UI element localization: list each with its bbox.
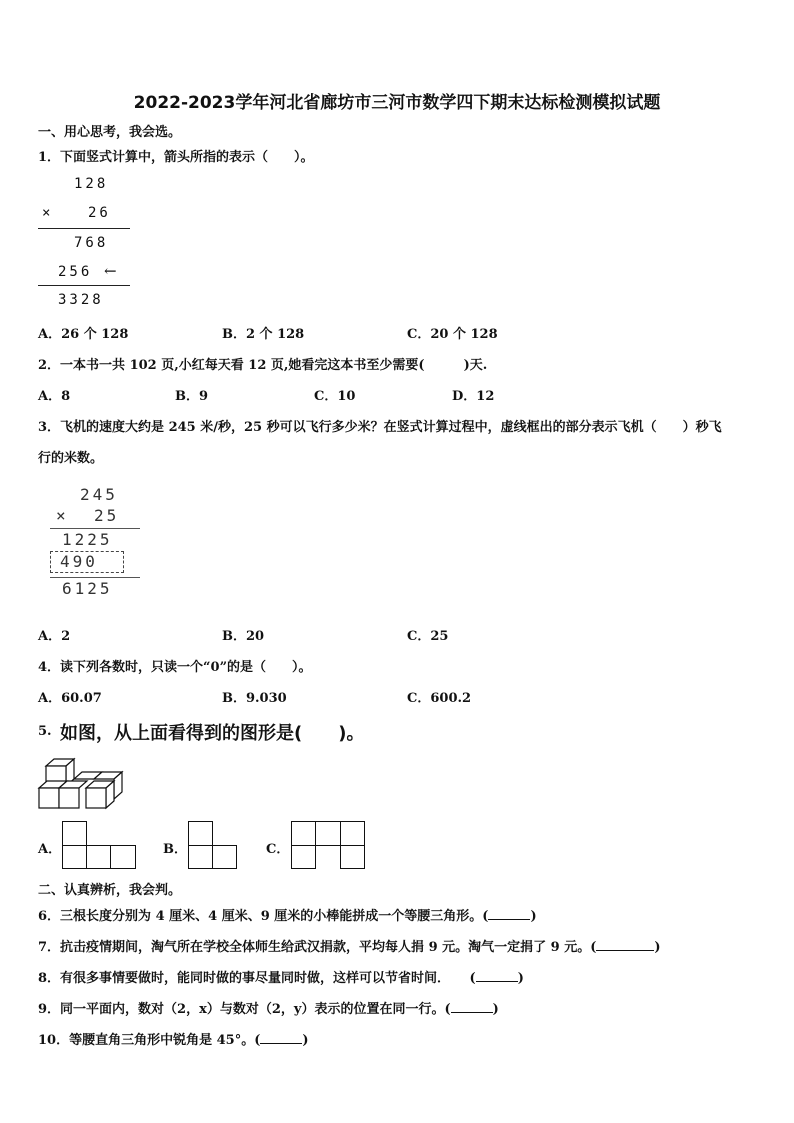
answer-blank[interactable] xyxy=(260,1031,302,1044)
question-6-text: 6．三根长度分别为 4 厘米、4 厘米、9 厘米的小棒能拼成一个等腰三角形。( xyxy=(38,909,489,924)
calc3-row1: 245 xyxy=(80,485,118,504)
calc3-row5: 6125 xyxy=(62,579,113,598)
question-9-close-paren: ) xyxy=(492,1002,499,1017)
grid-square xyxy=(188,845,213,869)
q1-option-c[interactable]: C．20 个 128 xyxy=(407,327,498,342)
question-6 xyxy=(38,905,537,924)
q2-option-a[interactable]: A．8 xyxy=(38,389,71,404)
grid-square xyxy=(340,845,365,869)
grid-square xyxy=(291,845,316,869)
question-7 xyxy=(38,936,661,955)
question-3-text-line2: 行的米数。 xyxy=(38,451,104,466)
calc3-row2: 25 xyxy=(94,506,120,525)
grid-square xyxy=(291,821,316,846)
cube-stack-figure xyxy=(36,756,132,812)
question-8-text: 8．有很多事情要做时，能同时做的事尽量同时做，这样可以节省时间． ( xyxy=(38,971,476,986)
grid-square xyxy=(188,821,213,846)
question-5-text: 如图，从上面看得到的图形是( )。 xyxy=(60,723,365,744)
q5-option-a[interactable]: A． xyxy=(38,842,62,857)
calc1-row1: 128 xyxy=(74,176,109,192)
question-9-text: 9．同一平面内，数对（2，x）与数对（2，y）表示的位置在同一行。( xyxy=(38,1002,451,1017)
question-9 xyxy=(38,998,499,1017)
q2-option-c[interactable]: C．10 xyxy=(314,389,356,404)
calc1-line2 xyxy=(38,285,130,286)
grid-square xyxy=(86,845,111,869)
calc1-row2: 26 xyxy=(88,205,111,221)
grid-square xyxy=(340,821,365,846)
calc3-line1 xyxy=(50,528,140,529)
q4-option-a[interactable]: A．60.07 xyxy=(38,691,102,706)
q2-option-b[interactable]: B．9 xyxy=(175,389,209,404)
calc3-line2 xyxy=(50,577,140,578)
calc1-line1 xyxy=(38,228,130,229)
page-title: 2022-2023学年河北省廊坊市三河市数学四下期末达标检测模拟试题 xyxy=(133,93,661,113)
answer-blank[interactable] xyxy=(488,907,530,920)
question-5-number: 5. xyxy=(38,724,52,739)
grid-square xyxy=(62,845,87,869)
grid-square xyxy=(110,845,136,869)
question-4-text: 4．读下列各数时，只读一个“0”的是（ ）。 xyxy=(38,660,312,675)
question-2-text: 2．一本书一共 102 页,小红每天看 12 页,她看完这本书至少需要( )天. xyxy=(38,358,488,373)
question-10 xyxy=(38,1029,309,1048)
q4-option-c[interactable]: C．600.2 xyxy=(407,691,472,706)
cube-front-face xyxy=(86,788,106,808)
cube-front-face xyxy=(59,788,79,808)
q4-option-b[interactable]: B．9.030 xyxy=(222,691,287,706)
q3-option-a[interactable]: A．2 xyxy=(38,629,71,644)
answer-blank[interactable] xyxy=(596,938,654,951)
calc1-times-sign: × xyxy=(42,205,54,221)
q3-option-b[interactable]: B．20 xyxy=(222,629,265,644)
question-7-text: 7．抗击疫情期间，淘气所在学校全体师生给武汉捐款，平均每人捐 9 元。淘气一定捐了 9 元。( xyxy=(38,940,597,955)
q1-option-b[interactable]: B．2 个 128 xyxy=(222,327,305,342)
calc1-row3: 768 xyxy=(74,235,109,251)
question-8-close-paren: ) xyxy=(517,971,524,986)
calc3-row4: 490 xyxy=(60,552,98,571)
q2-option-d[interactable]: D．12 xyxy=(452,389,495,404)
calc3-times-sign: × xyxy=(56,506,69,525)
section-1-heading: 一、用心思考，我会选。 xyxy=(38,125,182,140)
section-2-heading: 二、认真辨析，我会判。 xyxy=(38,883,182,898)
question-3-text-line1: 3．飞机的速度大约是 245 米/秒，25 秒可以飞行多少米？在竖式计算过程中，虚线框出的部分表示飞机（ ）秒飞 xyxy=(38,420,722,435)
calc1-row4: 256 xyxy=(58,264,93,280)
answer-blank[interactable] xyxy=(451,1000,493,1013)
grid-square xyxy=(315,821,341,846)
question-8 xyxy=(38,967,524,986)
q3-option-c[interactable]: C．25 xyxy=(407,629,449,644)
q5-option-c[interactable]: C． xyxy=(266,842,290,857)
question-10-close-paren: ) xyxy=(302,1033,309,1048)
question-6-close-paren: ) xyxy=(530,909,537,924)
answer-blank[interactable] xyxy=(476,969,518,982)
grid-square xyxy=(212,845,237,869)
calc3-row3: 1225 xyxy=(62,530,113,549)
question-7-close-paren: ) xyxy=(654,940,661,955)
q1-option-a[interactable]: A．26 个 128 xyxy=(38,327,129,342)
arrow-left-icon: ← xyxy=(104,262,117,280)
cube-front-face xyxy=(39,788,59,808)
q5-option-b[interactable]: B． xyxy=(163,842,187,857)
grid-square xyxy=(62,821,87,846)
calc1-row5: 3328 xyxy=(58,292,104,308)
question-10-text: 10．等腰直角三角形中锐角是 45°。( xyxy=(38,1033,261,1048)
question-1-text: 1．下面竖式计算中，箭头所指的表示（ ）。 xyxy=(38,150,314,165)
